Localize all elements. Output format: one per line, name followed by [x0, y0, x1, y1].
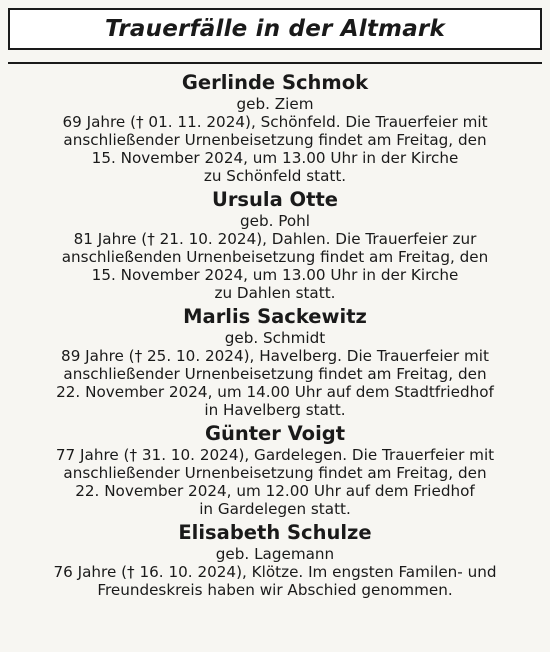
entry-text-line: geb. Lagemann [215, 545, 335, 563]
entry-text-line: anschließender Urnenbeisetzung findet am Freitag, den [63, 131, 487, 149]
entry-text-line: 81 Jahre († 21. 10. 2024), Dahlen. Die Trauerfeier zur [73, 230, 477, 248]
obituary-list [8, 71, 542, 599]
deceased-name: Marlis Sackewitz [183, 305, 367, 328]
deceased-name: Elisabeth Schulze [178, 521, 372, 544]
entry-text-line: 15. November 2024, um 13.00 Uhr in der Kirche [91, 149, 459, 167]
header-box [8, 8, 542, 50]
entry-text-line: geb. Pohl [239, 212, 311, 230]
deceased-name: Ursula Otte [211, 188, 339, 211]
entry-text-line: in Havelberg statt. [204, 401, 346, 419]
entry-text-line: zu Schönfeld statt. [203, 167, 347, 185]
obituary-entry [8, 71, 542, 185]
deceased-name: Günter Voigt [204, 422, 346, 445]
entry-text-line: 69 Jahre († 01. 11. 2024), Schönfeld. Die Trauerfeier mit [62, 113, 488, 131]
entry-text-line: in Gardelegen statt. [199, 500, 351, 518]
obituary-entry [8, 521, 542, 599]
page-title: Trauerfälle in der Altmark [105, 16, 445, 42]
entry-text-line: 77 Jahre († 31. 10. 2024), Gardelegen. Die Trauerfeier mit [55, 446, 495, 464]
entry-text-line: 89 Jahre († 25. 10. 2024), Havelberg. Die Trauerfeier mit [61, 347, 489, 365]
obituary-entry [8, 422, 542, 518]
obituary-entry [8, 188, 542, 302]
obituary-entry [8, 305, 542, 419]
entry-text-line: 15. November 2024, um 13.00 Uhr in der Kirche [91, 266, 459, 284]
entry-text-line: Freundeskreis haben wir Abschied genommen. [97, 581, 453, 599]
entry-text-line: 22. November 2024, um 14.00 Uhr auf dem Stadtfriedhof [56, 383, 494, 401]
entry-text-line: anschließender Urnenbeisetzung findet am Freitag, den [63, 365, 487, 383]
entry-text-line: geb. Schmidt [224, 329, 326, 347]
entry-text-line: 22. November 2024, um 12.00 Uhr auf dem Friedhof [75, 482, 475, 500]
entry-text-line: zu Dahlen statt. [214, 284, 336, 302]
deceased-name: Gerlinde Schmok [181, 71, 369, 94]
entry-text-line: anschließender Urnenbeisetzung findet am Freitag, den [63, 464, 487, 482]
entry-text-line: 76 Jahre († 16. 10. 2024), Klötze. Im engsten Familen- und [53, 563, 497, 581]
entry-text-line: anschließenden Urnenbeisetzung findet am Freitag, den [61, 248, 489, 266]
divider [8, 62, 542, 64]
entry-text-line: geb. Ziem [236, 95, 314, 113]
